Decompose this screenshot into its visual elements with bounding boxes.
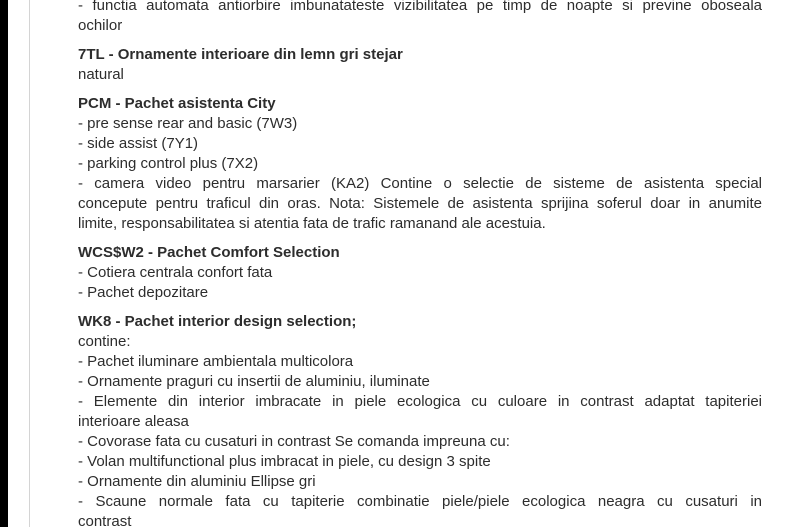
section-pcm [78, 94, 762, 234]
text-line: limite, responsabilitatea si atentia fata de trafic ramanand ale acestuia. [78, 215, 546, 232]
text-line: - parking control plus (7X2) [78, 155, 259, 172]
text-line: - Ornamente praguri cu insertii de aluminiu, iluminate [78, 373, 430, 390]
section-7tl [78, 45, 762, 85]
text-line: - Ornamente din aluminiu Ellipse gri [78, 473, 316, 490]
section-wcs [78, 243, 762, 303]
text-line: concepute pentru traficul din oras. Nota: Sistemele de asistenta sprijina soferul doar in anumite [78, 195, 762, 212]
text-line: - camera video pentru marsarier (KA2) Contine o selectie de sisteme de asistenta special [78, 175, 762, 192]
text-line: contrast [78, 513, 132, 530]
text-line: - Scaune normale fata cu tapiterie combinatie piele/piele ecologica neagra cu cusaturi in [78, 493, 762, 510]
document-page [78, 0, 762, 532]
text-line: ochilor [78, 17, 123, 34]
section-heading: WK8 - Pachet interior design selection; [78, 313, 357, 330]
section-heading: PCM - Pachet asistenta City [78, 95, 276, 112]
section-intro [78, 0, 762, 36]
text-line: - side assist (7Y1) [78, 135, 199, 152]
text-line: contine: [78, 333, 131, 350]
section-heading: 7TL - Ornamente interioare din lemn gri stejar [78, 46, 403, 63]
text-line: - Covorase fata cu cusaturi in contrast Se comanda impreuna cu: [78, 433, 510, 450]
section-heading: WCS$W2 - Pachet Comfort Selection [78, 244, 340, 261]
section-wk8 [78, 312, 762, 532]
text-line: - Volan multifunctional plus imbracat in piele, cu design 3 spite [78, 453, 491, 470]
text-line: - Cotiera centrala confort fata [78, 264, 273, 281]
text-line: interioare aleasa [78, 413, 189, 430]
text-line: natural [78, 66, 124, 83]
left-black-bar [0, 0, 8, 527]
text-line: - Pachet depozitare [78, 284, 209, 301]
text-line: - pre sense rear and basic (7W3) [78, 115, 298, 132]
text-line: - Elemente din interior imbracate in piele ecologica cu culoare in contrast adaptat tapiteriei [78, 393, 762, 410]
text-line: - Pachet iluminare ambientala multicolora [78, 353, 354, 370]
text-line: - functia automata antiorbire imbunatateste vizibilitatea pe timp de noapte si previne oboseala [78, 0, 762, 14]
page-edge-line [29, 0, 30, 527]
